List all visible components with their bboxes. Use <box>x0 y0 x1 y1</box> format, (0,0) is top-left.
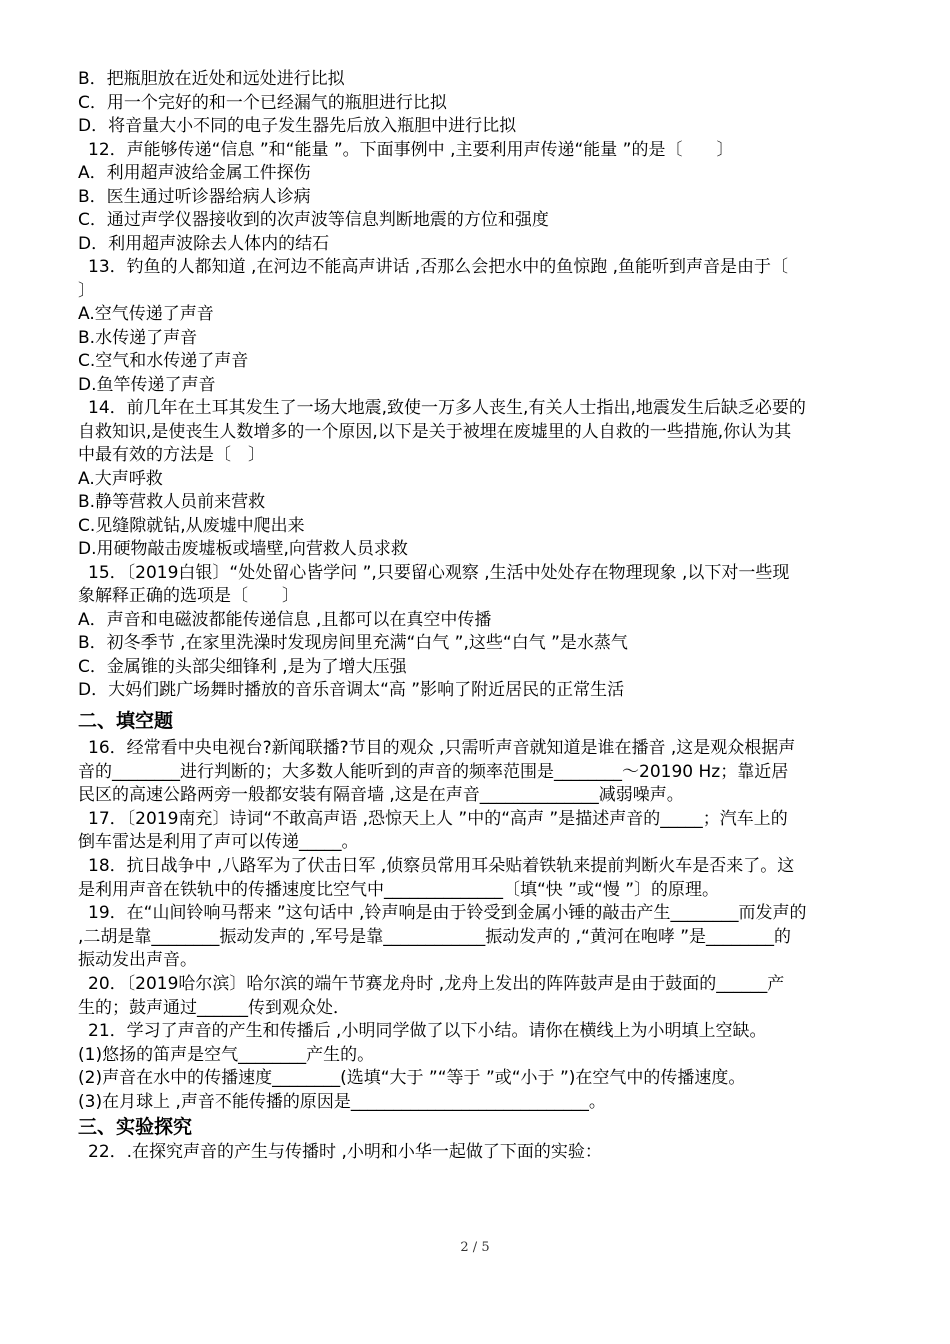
text-line: 13．钓鱼的人都知道 ,在河边不能高声讲话 ,否那么会把水中的鱼惊跑 ,鱼能听到声音是由于〔 <box>88 257 789 277</box>
text-line: (1)悠扬的笛声是空气________产生的。 <box>78 1044 375 1065</box>
text-line: D．将音量大小不同的电子发生器先后放入瓶胆中进行比拟 <box>78 116 517 136</box>
page-number: 2 / 5 <box>460 1240 490 1255</box>
text-line: B.静等营救人员前来营救 <box>78 492 266 512</box>
text-line: B.水传递了声音 <box>78 327 198 348</box>
text-line: B．初冬季节 ,在家里洗澡时发现房间里充满“白气 ”,这些“白气 ”是水蒸气 <box>78 633 628 653</box>
text-line: 音的________进行判断的；大多数人能听到的声音的频率范围是________～20190 Hz；靠近居 <box>78 761 789 782</box>
text-line: A.大声呼救 <box>78 468 163 489</box>
text-line: 民区的高速公路两旁一般都安装有隔音墙 ,这是在声音______________减弱噪声。 <box>78 785 684 806</box>
text-line: ,二胡是靠________振动发声的 ,军号是靠____________振动发声的 ,“黄河在咆哮 ”是________的 <box>78 926 792 947</box>
text-line: A．声音和电磁波都能传递信息 ,且都可以在真空中传播 <box>78 609 492 630</box>
text-line: D.鱼竿传递了声音 <box>78 374 216 395</box>
text-line: 15．〔2019白银〕“处处留心皆学问 ”,只要留心观察 ,生活中处处存在物理现象 ,以下对一些现 <box>88 562 790 583</box>
text-line: (2)声音在水中的传播速度________(选填“大于 ”“等于 ”或“小于 ”)在空气中的传播速度。 <box>78 1068 746 1089</box>
text-line: 倒车雷达是利用了声可以传递_____。 <box>78 832 359 853</box>
text-line: 20．〔2019哈尔滨〕哈尔滨的端午节赛龙舟时 ,龙舟上发出的阵阵鼓声是由于鼓面的______产 <box>88 974 785 994</box>
text-line: B．医生通过听诊器给病人诊病 <box>78 186 311 207</box>
text-line: D．利用超声波除去人体内的结石 <box>78 233 330 254</box>
text-line: 18．抗日战争中 ,八路军为了伏击日军 ,侦察员常用耳朵贴着铁轨来提前判断火车是否来了。这 <box>88 856 795 876</box>
text-line: 17．〔2019南充〕诗词“不敢高声语 ,恐惊天上人 ”中的“高声 ”是描述声音的_____；汽车上的 <box>88 808 788 829</box>
text-line: C．金属锥的头部尖细锋利 ,是为了增大压强 <box>78 656 407 677</box>
section-heading-fill-blank: 二、填空题 <box>78 710 174 732</box>
text-line: A.空气传递了声音 <box>78 304 214 324</box>
text-line: 自救知识,是使丧生人数增多的一个原因,以下是关于被埋在废墟里的人自救的一些措施,你认为其 <box>78 421 792 442</box>
text-line: 象解释正确的选项是〔 〕 <box>78 586 299 606</box>
text-line: 是利用声音在铁轨中的传播速度比空气中______________〔填“快 ”或“慢 ”〕的原理。 <box>78 879 720 900</box>
text-line: 12．声能够传递“信息 ”和“能量 ”。下面事例中 ,主要利用声传递“能量 ”的是〔 〕 <box>88 139 734 160</box>
section-heading-experiment: 三、实验探究 <box>78 1116 193 1138</box>
text-line: 22．.在探究声音的产生与传播时 ,小明和小华一起做了下面的实验： <box>88 1142 602 1162</box>
text-line: B．把瓶胆放在近处和远处进行比拟 <box>78 69 345 89</box>
text-line: D．大妈们跳广场舞时播放的音乐音调太“高 ”影响了附近居民的正常生活 <box>78 680 625 700</box>
text-line: C.见缝隙就钻,从废墟中爬出来 <box>78 515 305 536</box>
text-line: A．利用超声波给金属工件探伤 <box>78 163 311 183</box>
text-line: 生的；鼓声通过______传到观众处． <box>78 997 350 1018</box>
text-line: 19．在“山间铃响马帮来 ”这句话中 ,铃声响是由于铃受到金属小锤的敲击产生________而发声的 <box>88 903 807 924</box>
text-line: 中最有效的方法是〔 〕 <box>78 445 265 465</box>
text-line: 16．经常看中央电视台?新闻联播?节目的观众 ,只需听声音就知道是谁在播音 ,这是观众根据声 <box>88 738 796 758</box>
text-line: 〕 <box>78 280 95 301</box>
text-line: C.空气和水传递了声音 <box>78 351 249 371</box>
text-line: 21．学习了声音的产生和传播后 ,小明同学做了以下小结。请你在横线上为小明填上空缺。 <box>88 1021 767 1042</box>
text-line: 14．前几年在土耳其发生了一场大地震,致使一万多人丧生,有关人士指出,地震发生后缺乏必要的 <box>88 398 806 418</box>
text-line: D.用硬物敲击废墟板或墙壁,向营救人员求救 <box>78 539 408 559</box>
text-line: C．通过声学仪器接收到的次声波等信息判断地震的方位和强度 <box>78 210 549 230</box>
text-line: (3)在月球上 ,声音不能传播的原因是____________________________。 <box>78 1092 606 1112</box>
text-line: C．用一个完好的和一个已经漏气的瓶胆进行比拟 <box>78 92 447 113</box>
text-line: 振动发出声音。 <box>78 950 197 971</box>
